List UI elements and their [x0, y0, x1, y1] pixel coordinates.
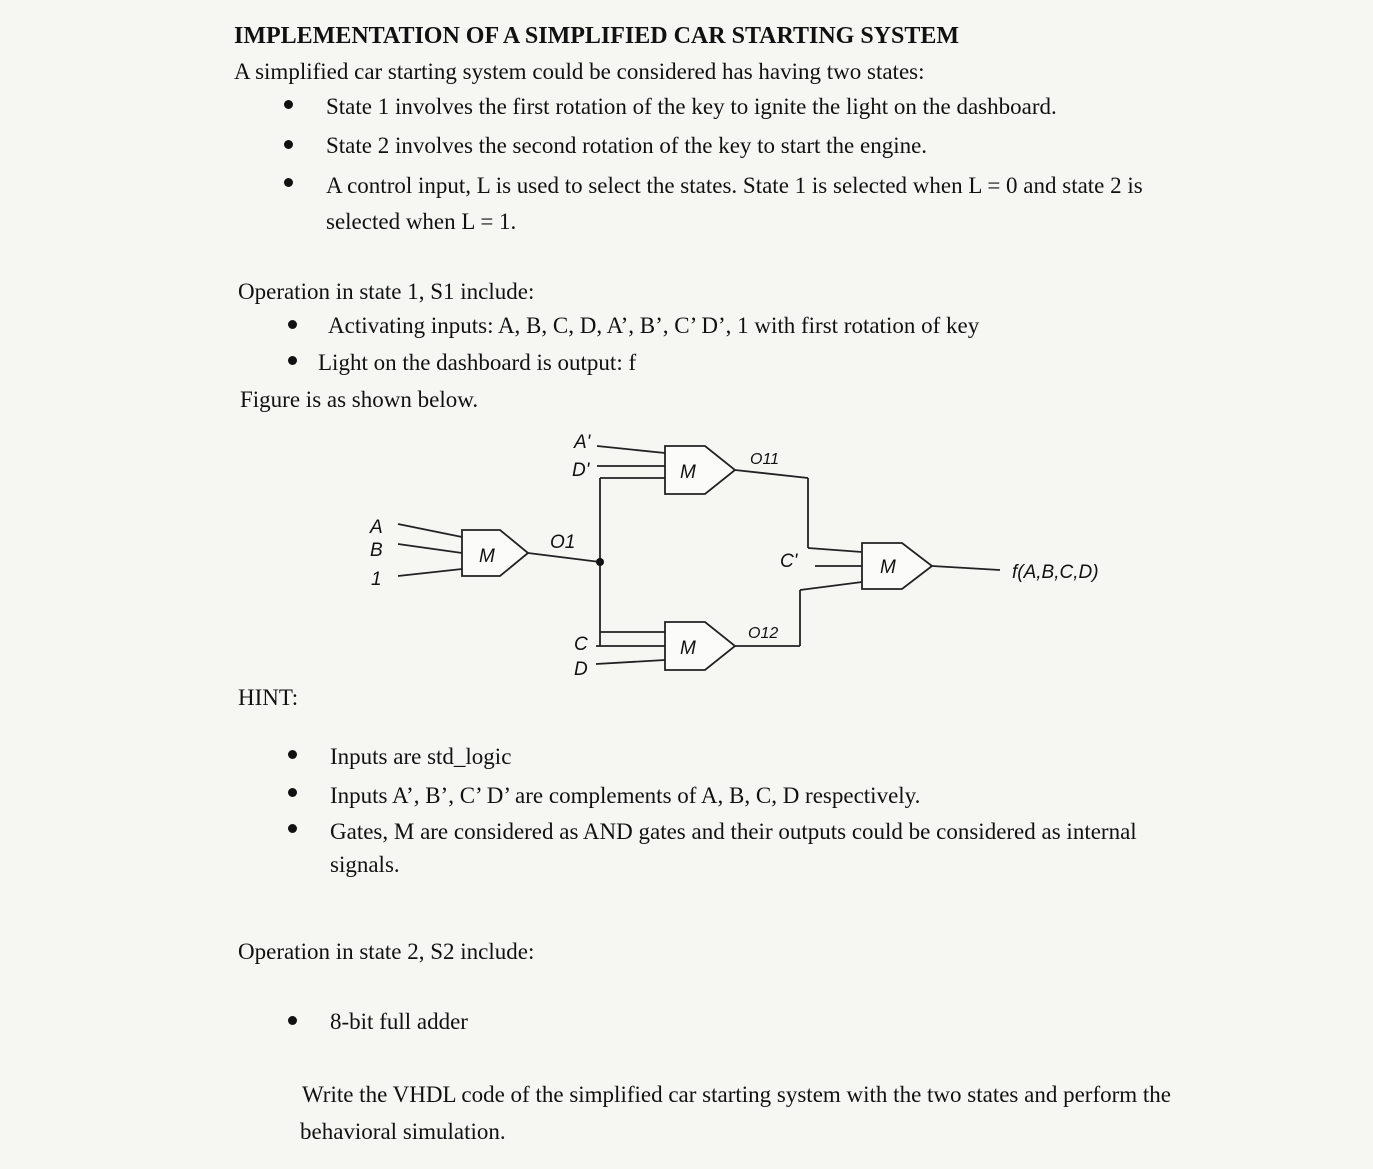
gate-label-m2: M [680, 462, 696, 483]
hint-heading: HINT: [238, 685, 299, 710]
gate-label-m3: M [680, 638, 696, 659]
state-1-text: State 1 involves the first rotation of the key to ignite the light on the dashboard. [326, 94, 1057, 119]
input-a: A [370, 517, 383, 538]
input-c-prime: C' [780, 551, 798, 572]
bullet [288, 1016, 297, 1025]
s1-item-output: Light on the dashboard is output: f [318, 350, 637, 375]
hint-item-complements: Inputs A’, B’, C’ D’ are complements of A, B, C, D respectively. [330, 783, 921, 808]
state-2-text: State 2 involves the second rotation of the key to start the engine. [326, 133, 928, 158]
s1-heading: Operation in state 1, S1 include: [238, 279, 535, 304]
hint-item-gates: Gates, M are considered as AND gates and their outputs could be considered as internal [330, 819, 1137, 844]
and-gate-m2 [665, 446, 735, 494]
input-a-prime: A' [574, 432, 591, 453]
and-gate-m1 [462, 530, 528, 576]
hint-item-std-logic: Inputs are std_logic [330, 744, 512, 769]
bullet [288, 788, 297, 797]
document-title: IMPLEMENTATION OF A SIMPLIFIED CAR STARTING SYSTEM [234, 23, 960, 49]
s1-item-inputs: Activating inputs: A, B, C, D, A’, B’, C’ D’, 1 with first rotation of key [328, 313, 980, 338]
input-1: 1 [371, 569, 382, 590]
input-d-prime: D' [572, 460, 590, 481]
s2-item-adder: 8-bit full adder [330, 1009, 468, 1034]
and-gate-m4 [862, 543, 932, 589]
and-gate-m3 [665, 622, 735, 670]
junction-dot [596, 558, 604, 566]
control-input-text: A control input, L is used to select the states. State 1 is selected when L = 0 and state 2 is [326, 173, 1143, 198]
input-d: D [574, 659, 588, 680]
input-b: B [370, 540, 383, 561]
task-text-cont: behavioral simulation. [300, 1119, 506, 1144]
control-input-text-cont: selected when L = 1. [326, 209, 517, 234]
bullet [288, 824, 297, 833]
hint-item-gates-cont: signals. [330, 852, 400, 877]
figure-note: Figure is as shown below. [240, 387, 479, 412]
gate-label-m4: M [880, 557, 896, 578]
signal-o12: O12 [748, 625, 779, 642]
gate-label-m1: M [479, 546, 495, 567]
output-f: f(A,B,C,D) [1012, 562, 1099, 583]
task-text: Write the VHDL code of the simplified car starting system with the two states and perform the [302, 1082, 1172, 1107]
signal-o1: O1 [550, 532, 576, 553]
bullet [288, 750, 297, 759]
s2-heading: Operation in state 2, S2 include: [238, 939, 535, 964]
input-c: C [574, 634, 588, 655]
intro-text: A simplified car starting system could be considered has having two states: [234, 59, 925, 84]
signal-o11: O11 [750, 451, 780, 468]
